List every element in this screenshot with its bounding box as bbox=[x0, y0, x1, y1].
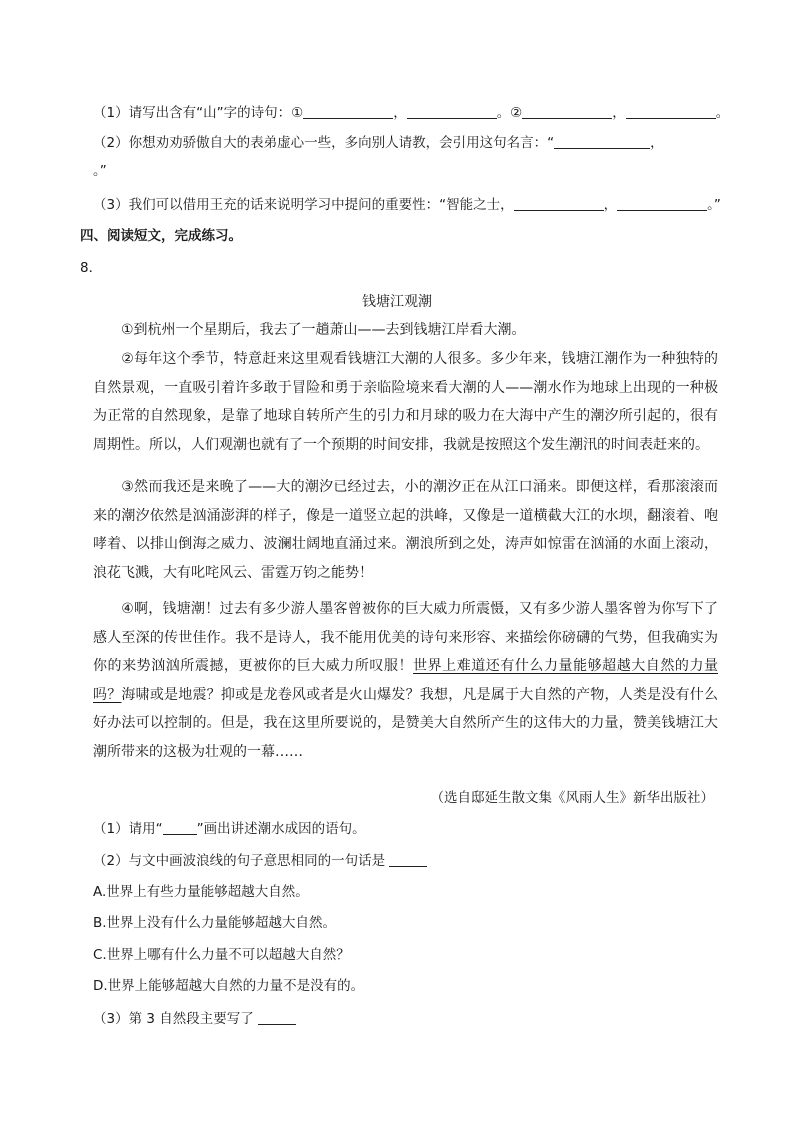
poem-question-2: （2）你想劝劝骄傲自大的表弟虚心一些，多向别人请教，会引用这句名言：“ ， bbox=[93, 135, 664, 151]
poem-question-2-cont: 。” bbox=[93, 163, 107, 179]
answer-blank[interactable] bbox=[303, 103, 393, 119]
answer-blank[interactable] bbox=[258, 1009, 296, 1025]
q1-prefix: （1）请写出含有“山”字的诗句：① bbox=[93, 105, 304, 121]
answer-blank[interactable] bbox=[554, 133, 650, 149]
answer-blank[interactable] bbox=[163, 819, 197, 835]
article-title: 钱塘江观潮 bbox=[362, 294, 432, 310]
answer-blank[interactable] bbox=[514, 195, 604, 211]
poem-question-1: （1）请写出含有“山”字的诗句：① ， 。② ， 。 bbox=[93, 105, 730, 121]
article-source: （选自邸延生散文集《风雨人生》新华出版社） bbox=[430, 790, 714, 806]
answer-blank[interactable] bbox=[522, 103, 612, 119]
article-paragraph-1: ①到杭州一个星期后，我去了一趟萧山——去到钱塘江岸看大潮。 bbox=[121, 322, 526, 338]
option-d: D.世界上能够超越大自然的力量不是没有的。 bbox=[93, 978, 365, 994]
reading-question-2: （2）与文中画波浪线的句子意思相同的一句话是 bbox=[93, 851, 427, 871]
option-c: C.世界上哪有什么力量不可以超越大自然？ bbox=[93, 947, 350, 963]
poem-question-3: （3）我们可以借用王充的话来说明学习中提问的重要性：“智能之士， ， 。” bbox=[93, 197, 721, 213]
section-heading: 四、阅读短文，完成练习。 bbox=[80, 228, 242, 244]
reading-question-1: （1）请用“ ”画出讲述潮水成因的语句。 bbox=[93, 821, 366, 837]
answer-blank[interactable] bbox=[389, 851, 427, 867]
answer-blank[interactable] bbox=[626, 103, 716, 119]
question-number: 8． bbox=[80, 260, 103, 276]
wavy-underlined-sentence: 世界上难道还有什么力量能够超越大自然的力量吗？ bbox=[93, 658, 718, 703]
answer-blank[interactable] bbox=[617, 195, 707, 211]
article-paragraph-3: ③然而我还是来晚了——大的潮汐已经过去，小的潮汐正在从江口涌来。即便这样，看那滚滚而来的潮汐依然是汹涌澎湃的样子，像是一道竖立起的洪峰，又像是一道横截大江的水坝，翻滚着、咆哮着、以排山倒海之威力、波澜壮阔地直涌过来。潮浪所到之处，涛声如惊雷在汹涌的水面上滚动，浪花飞溅，大有叱咤风云、雷霆万钧之能势！ bbox=[93, 479, 718, 581]
article-paragraph-4: ④啊，钱塘潮！过去有多少游人墨客曾被你的巨大威力所震慑，又有多少游人墨客曾为你写下了感人至深的传世佳作。我不是诗人，我不能用优美的诗句来形容、来描绘你磅礴的气势，但我确实为你的来势汹汹所震撼，更被你的巨大威力所叹服！世界上难道还有什么力量能够超越大自然的力量吗？海啸或是地震？抑或是龙卷风或者是火山爆发？我想，凡是属于大自然的产物，人类是没有什么好办法可以控制的。但是，我在这里所要说的，是赞美大自然所产生的这伟大的力量，赞美钱塘江大潮所带来的这极为壮观的一幕…… bbox=[93, 601, 719, 760]
article-paragraph-2: ②每年这个季节，特意赶来这里观看钱塘江大潮的人很多。多少年来，钱塘江潮作为一种独特的自然景观，一直吸引着许多敢于冒险和勇于亲临险境来看大潮的人——潮水作为地球上出现的一种极为正常的自然现象，是靠了地球自转所产生的引力和月球的吸力在大海中产生的潮汐所引起的，很有周期性。所以，人们观潮也就有了一个预期的时间安排，我就是按照这个发生潮汛的时间表赶来的。 bbox=[93, 351, 718, 453]
option-b: B.世界上没有什么力量能够超越大自然。 bbox=[93, 915, 337, 931]
answer-blank[interactable] bbox=[407, 103, 497, 119]
option-a: A.世界上有些力量能够超越大自然。 bbox=[93, 884, 309, 900]
reading-question-3: （3）第 3 自然段主要写了 bbox=[93, 1009, 296, 1029]
